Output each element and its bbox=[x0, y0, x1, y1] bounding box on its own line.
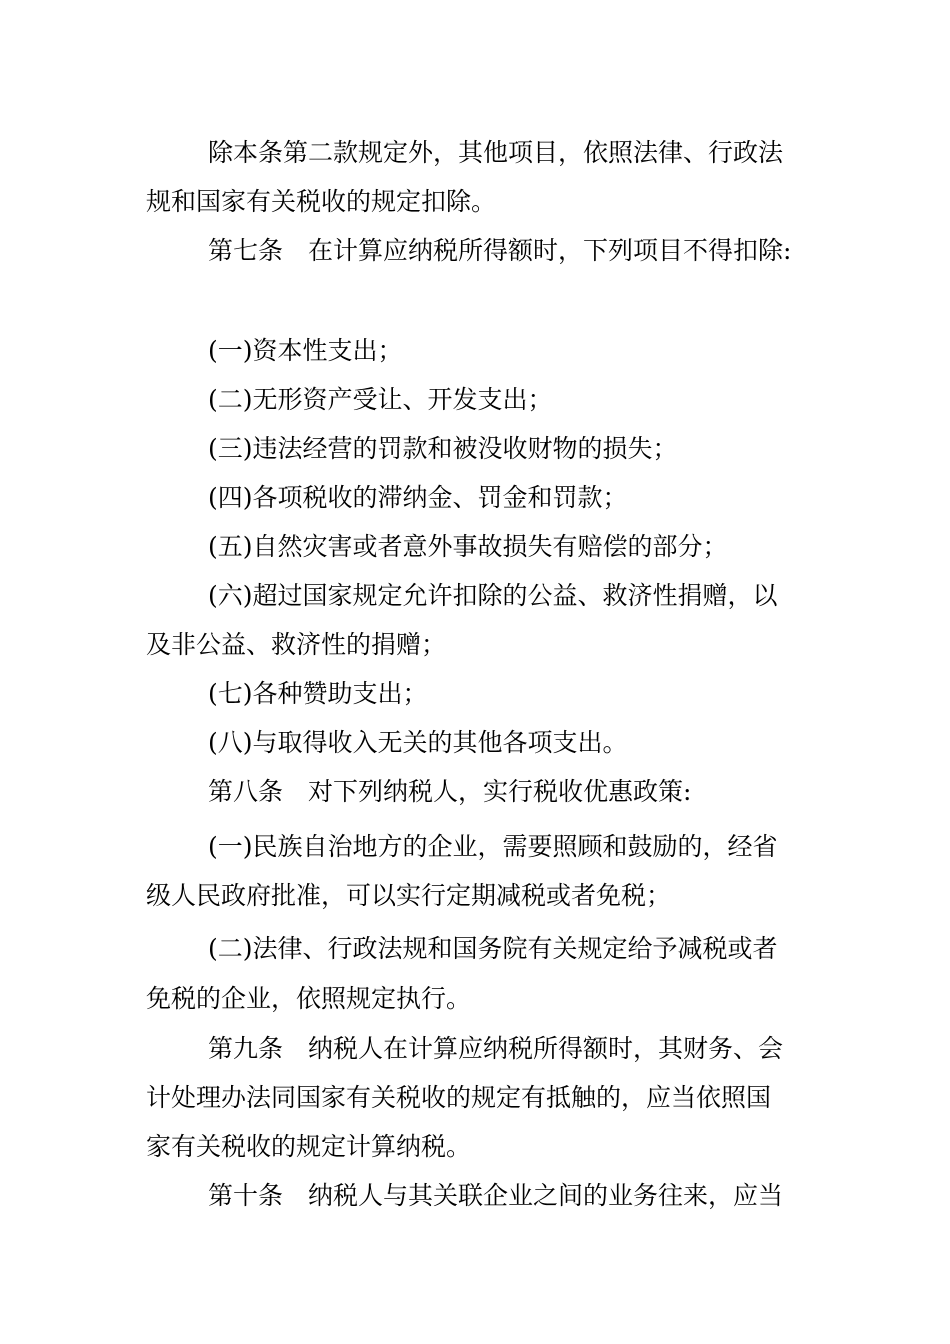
text-line: (八)与取得收入无关的其他各项支出。 bbox=[208, 728, 628, 757]
text-line: 及非公益、救济性的捐赠； bbox=[146, 630, 447, 659]
text-line: 计处理办法同国家有关税收的规定有抵触的，应当依照国 bbox=[146, 1083, 772, 1112]
text-line: (六)超过国家规定允许扣除的公益、救济性捐赠，以 bbox=[208, 581, 778, 610]
text-line: 第十条 纳税人与其关联企业之间的业务往来，应当 bbox=[208, 1181, 784, 1210]
text-line: (二)法律、行政法规和国务院有关规定给予减税或者 bbox=[208, 934, 778, 963]
text-line: (三)违法经营的罚款和被没收财物的损失； bbox=[208, 434, 678, 463]
text-line: 免税的企业，依照规定执行。 bbox=[146, 984, 472, 1013]
text-line: 除本条第二款规定外，其他项目，依照法律、行政法 bbox=[208, 138, 784, 167]
text-line: 第九条 纳税人在计算应纳税所得额时，其财务、会 bbox=[208, 1034, 784, 1063]
text-line: 级人民政府批准，可以实行定期减税或者免税； bbox=[146, 881, 672, 910]
text-line: (七)各种赞助支出； bbox=[208, 679, 428, 708]
text-line: (四)各项税收的滞纳金、罚金和罚款； bbox=[208, 483, 628, 512]
text-line: (五)自然灾害或者意外事故损失有赔偿的部分； bbox=[208, 532, 728, 561]
text-line: 家有关税收的规定计算纳税。 bbox=[146, 1132, 472, 1161]
text-line: 规和国家有关税收的规定扣除。 bbox=[146, 187, 497, 216]
text-line: 第七条 在计算应纳税所得额时，下列项目不得扣除: bbox=[208, 236, 792, 265]
text-line: (一)民族自治地方的企业，需要照顾和鼓励的，经省 bbox=[208, 832, 778, 861]
text-line: (二)无形资产受让、开发支出； bbox=[208, 385, 553, 414]
text-line: 第八条 对下列纳税人，实行税收优惠政策: bbox=[208, 777, 692, 806]
text-line: (一)资本性支出； bbox=[208, 336, 403, 365]
